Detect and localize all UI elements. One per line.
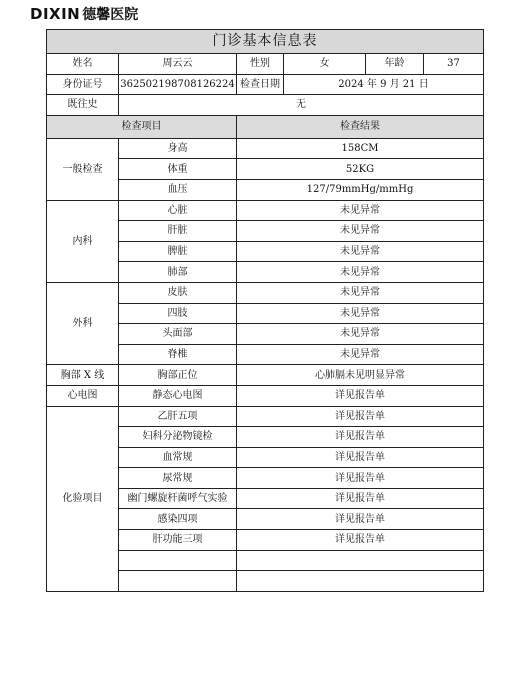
date-value: 2024 年 9 月 21 日 bbox=[284, 74, 484, 95]
exam-result: 详见报告单 bbox=[237, 509, 484, 530]
exam-item: 身高 bbox=[119, 138, 237, 159]
exam-row bbox=[47, 385, 484, 406]
gender-label: 性别 bbox=[237, 54, 284, 75]
hospital-name: 德馨医院 bbox=[82, 7, 139, 23]
history-label: 既往史 bbox=[47, 95, 119, 116]
exam-result: 未见异常 bbox=[237, 303, 484, 324]
exam-item: 体重 bbox=[119, 159, 237, 180]
name-label: 姓名 bbox=[47, 54, 119, 75]
exam-result: 详见报告单 bbox=[237, 385, 484, 406]
exam-result: 未见异常 bbox=[237, 344, 484, 365]
exam-result: 127/79mmHg/mmHg bbox=[237, 179, 484, 200]
exam-result: 未见异常 bbox=[237, 241, 484, 262]
exam-result: 未见异常 bbox=[237, 200, 484, 221]
exam-item: 胸部正位 bbox=[119, 365, 237, 386]
name-value: 周云云 bbox=[119, 54, 237, 75]
exam-group: 心电图 bbox=[47, 385, 119, 406]
date-label: 检查日期 bbox=[237, 74, 284, 95]
form-title: 门诊基本信息表 bbox=[47, 30, 484, 54]
exam-row bbox=[47, 406, 484, 427]
exam-item: 感染四项 bbox=[119, 509, 237, 530]
exam-result: 详见报告单 bbox=[237, 488, 484, 509]
clinic-info-table bbox=[46, 29, 484, 592]
exam-result: 详见报告单 bbox=[237, 530, 484, 551]
exam-item: 肺部 bbox=[119, 262, 237, 283]
exam-group: 胸部 X 线 bbox=[47, 365, 119, 386]
exam-item: 尿常规 bbox=[119, 468, 237, 489]
exam-result: 158CM bbox=[237, 138, 484, 159]
exam-group: 外科 bbox=[47, 282, 119, 364]
exam-item: 血常规 bbox=[119, 447, 237, 468]
exam-row bbox=[47, 138, 484, 159]
exam-result: 未见异常 bbox=[237, 282, 484, 303]
exam-item: 心脏 bbox=[119, 200, 237, 221]
exam-item: 头面部 bbox=[119, 324, 237, 345]
exam-row bbox=[47, 365, 484, 386]
exam-item: 脊椎 bbox=[119, 344, 237, 365]
id-label: 身份证号 bbox=[47, 74, 119, 95]
gender-value: 女 bbox=[284, 54, 366, 75]
exam-result bbox=[237, 550, 484, 571]
hospital-logo bbox=[30, 4, 138, 24]
exam-result: 未见异常 bbox=[237, 262, 484, 283]
age-value: 37 bbox=[424, 54, 484, 75]
item-header: 检查项目 bbox=[47, 115, 237, 138]
exam-item: 肝脏 bbox=[119, 221, 237, 242]
id-value: 362502198708126224 bbox=[119, 74, 237, 95]
exam-item bbox=[119, 571, 237, 592]
exam-result: 未见异常 bbox=[237, 221, 484, 242]
exam-item: 血压 bbox=[119, 179, 237, 200]
exam-result: 详见报告单 bbox=[237, 447, 484, 468]
exam-result: 未见异常 bbox=[237, 324, 484, 345]
exam-item: 乙肝五项 bbox=[119, 406, 237, 427]
exam-item: 四肢 bbox=[119, 303, 237, 324]
exam-item: 皮肤 bbox=[119, 282, 237, 303]
exam-item: 妇科分泌物镜检 bbox=[119, 427, 237, 448]
exam-item bbox=[119, 550, 237, 571]
exam-result bbox=[237, 571, 484, 592]
exam-group: 内科 bbox=[47, 200, 119, 282]
exam-group: 化验项目 bbox=[47, 406, 119, 591]
exam-result: 52KG bbox=[237, 159, 484, 180]
exam-result: 详见报告单 bbox=[237, 468, 484, 489]
exam-result: 详见报告单 bbox=[237, 406, 484, 427]
exam-result: 心肺膈未见明显异常 bbox=[237, 365, 484, 386]
exam-row bbox=[47, 200, 484, 221]
age-label: 年龄 bbox=[366, 54, 424, 75]
exam-item: 肝功能三项 bbox=[119, 530, 237, 551]
result-header: 检查结果 bbox=[237, 115, 484, 138]
exam-result: 详见报告单 bbox=[237, 427, 484, 448]
history-value: 无 bbox=[119, 95, 484, 116]
exam-item: 幽门螺旋杆菌呼气实验 bbox=[119, 488, 237, 509]
exam-item: 静态心电图 bbox=[119, 385, 237, 406]
logo-text: DIXIN bbox=[30, 5, 81, 23]
exam-item: 脾脏 bbox=[119, 241, 237, 262]
exam-group: 一般检查 bbox=[47, 138, 119, 200]
exam-row bbox=[47, 282, 484, 303]
